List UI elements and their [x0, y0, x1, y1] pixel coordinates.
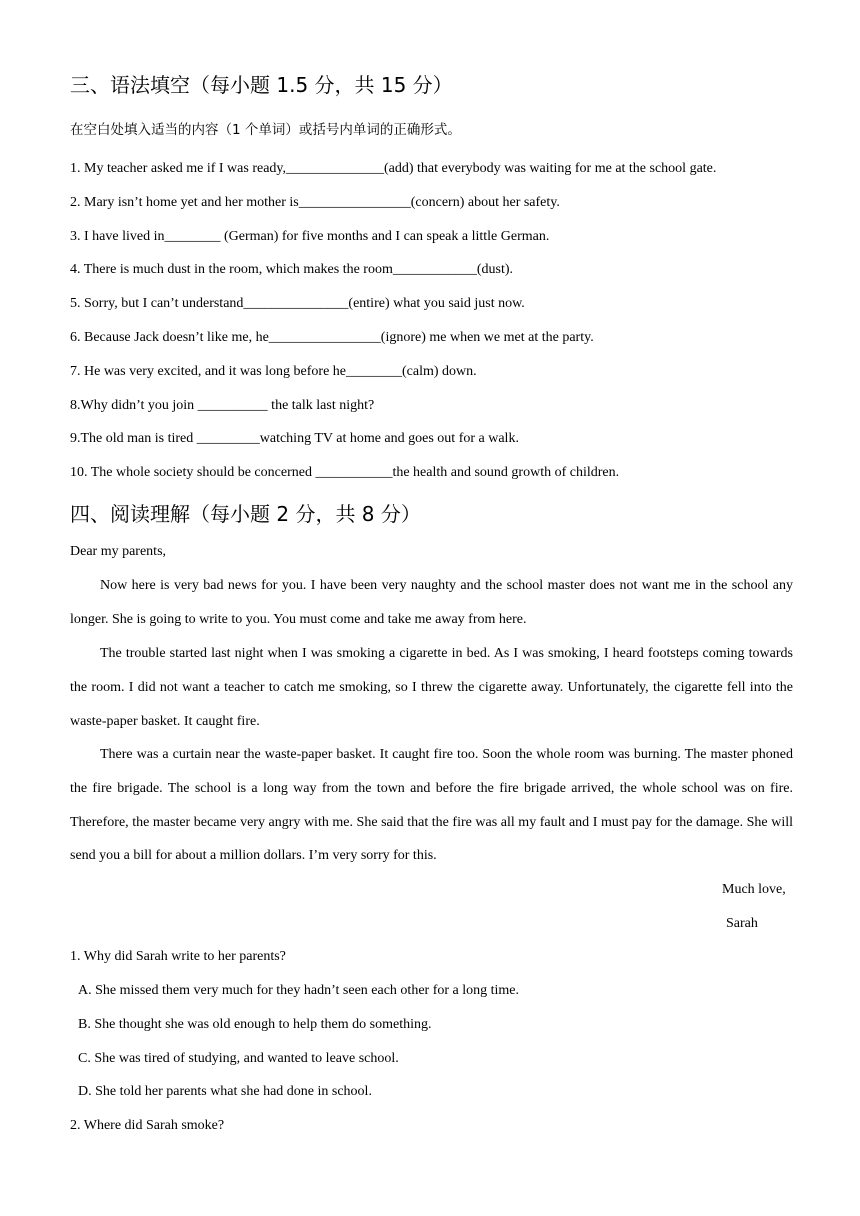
letter-paragraph-3: [70, 738, 793, 873]
grammar-question-2: 2. Mary isn’t home yet and her mother is________________(concern) about her safety.: [70, 195, 560, 210]
section-4-heading: 四、阅读理解（每小题 2 分，共 8 分）: [70, 502, 421, 526]
reading-question-1-option-b: B. She thought she was old enough to help them do something.: [78, 1017, 432, 1032]
grammar-question-9: 9.The old man is tired _________watching TV at home and goes out for a walk.: [70, 431, 519, 446]
grammar-question-7: 7. He was very excited, and it was long before he________(calm) down.: [70, 364, 477, 379]
reading-question-1-option-a: A. She missed them very much for they hadn’t seen each other for a long time.: [78, 983, 520, 998]
letter-salutation: Dear my parents,: [70, 544, 167, 559]
reading-question-1-option-c: C. She was tired of studying, and wanted to leave school.: [78, 1051, 399, 1066]
grammar-question-5: 5. Sorry, but I can’t understand_______________(entire) what you said just now.: [70, 296, 525, 311]
letter-paragraph-3-text: There was a curtain near the waste-paper basket. It caught fire too. Soon the whole room was burning. The master phoned the fire brigade. The school is a long way from the town and before the fire brigade arrived, the whole school was on fire. Therefore, the master became very angry with me. She said that the fire was all my fault and I must pay for the damage. She will send you a bill for about a million dollars. I’m very sorry for this.: [70, 747, 793, 864]
reading-question-1-option-d: D. She told her parents what she had done in school.: [78, 1084, 372, 1099]
letter-closing: Much love,: [722, 882, 786, 897]
grammar-question-6: 6. Because Jack doesn’t like me, he________________(ignore) me when we met at the party.: [70, 330, 594, 345]
grammar-question-10: 10. The whole society should be concerned ___________the health and sound growth of children.: [70, 465, 620, 480]
section-3-heading: 三、语法填空（每小题 1.5 分，共 15 分）: [70, 73, 453, 97]
grammar-question-8: 8.Why didn’t you join __________ the talk last night?: [70, 398, 375, 413]
letter-paragraph-1-text: Now here is very bad news for you. I have been very naughty and the school master does not want me in the school any longer. She is going to write to you. You must come and take me away from here.: [70, 578, 793, 627]
letter-paragraph-1: [70, 569, 793, 637]
section-3-instruction: 在空白处填入适当的内容（1 个单词）或括号内单词的正确形式。: [70, 122, 461, 138]
grammar-question-1: 1. My teacher asked me if I was ready,______________(add) that everybody was waiting for me at the school gate.: [70, 161, 717, 176]
grammar-question-3: 3. I have lived in________ (German) for five months and I can speak a little German.: [70, 229, 550, 244]
letter-signature: Sarah: [726, 916, 758, 931]
letter-paragraph-2-text: The trouble started last night when I was smoking a cigarette in bed. As I was smoking, I heard footsteps coming towards the room. I did not want a teacher to catch me smoking, so I threw the cigarette away. Unfortunately, the cigarette fell into the waste-paper basket. It caught fire.: [70, 646, 793, 729]
reading-question-2-stem: 2. Where did Sarah smoke?: [70, 1118, 225, 1133]
letter-paragraph-2: [70, 637, 793, 738]
grammar-question-4: 4. There is much dust in the room, which makes the room____________(dust).: [70, 262, 514, 277]
reading-question-1-stem: 1. Why did Sarah write to her parents?: [70, 949, 286, 964]
